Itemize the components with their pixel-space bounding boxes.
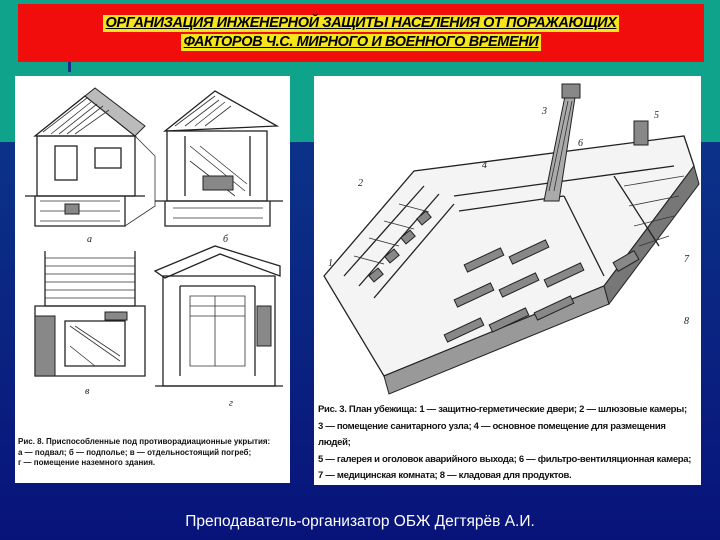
figure-shelters <box>15 76 290 483</box>
shelter-drawings <box>15 76 290 436</box>
drawing-v-cellar <box>35 251 145 397</box>
plan-label-4: 4 <box>482 160 487 171</box>
plan-label-2: 2 <box>358 178 363 189</box>
shelter-plan-drawing <box>314 76 701 401</box>
plan-label-1: 1 <box>328 258 333 269</box>
label-a: а <box>87 234 92 245</box>
footer-author: Преподаватель-организатор ОБЖ Дегтярёв А.И. <box>185 513 535 530</box>
caption-left-line-3: г — помещение наземного здания. <box>18 458 156 467</box>
caption-left-line-1: Рис. 8. Приспособленные под противорадиационные укрытия: <box>18 437 271 446</box>
drawing-g-ground-building <box>155 246 283 409</box>
accent-line <box>68 62 71 72</box>
caption-left-line-2: а — подвал; б — подполье; в — отдельностоящий погреб; <box>18 447 252 457</box>
label-g: г <box>229 398 233 409</box>
drawing-a-basement <box>25 88 155 245</box>
caption-right-line-1: Рис. 3. План убежища: 1 — защитно-герметические двери; 2 — шлюзовые камеры; <box>318 404 687 415</box>
caption-right-line-4: 7 — медицинская комната; 8 — кладовая для продуктов. <box>318 470 572 481</box>
figure-shelter-plan <box>314 76 701 485</box>
drawing-b-underfloor <box>155 91 283 245</box>
title-line-1: ОРГАНИЗАЦИЯ ИНЖЕНЕРНОЙ ЗАЩИТЫ НАСЕЛЕНИЯ ОТ ПОРАЖАЮЩИХ <box>103 15 620 32</box>
caption-right-line-3: 5 — галерея и оголовок аварийного выхода; 6 — фильтро-вентиляционная камера; <box>318 453 692 465</box>
plan-label-5: 5 <box>654 110 659 121</box>
label-b: б <box>223 234 229 245</box>
figure-right-caption <box>318 402 698 485</box>
title-line-2: ФАКТОРОВ Ч.С. МИРНОГО И ВОЕННОГО ВРЕМЕНИ <box>181 34 542 51</box>
title-box <box>18 4 704 62</box>
caption-right-line-2: 3 — помещение санитарного узла; 4 — основное помещение для размещения людей; <box>318 420 666 448</box>
plan-label-3: 3 <box>542 106 547 117</box>
label-v: в <box>85 386 90 397</box>
figure-left-caption <box>18 437 288 469</box>
plan-label-8: 8 <box>684 316 689 327</box>
plan-label-6: 6 <box>578 138 583 149</box>
plan-label-7: 7 <box>684 254 689 265</box>
